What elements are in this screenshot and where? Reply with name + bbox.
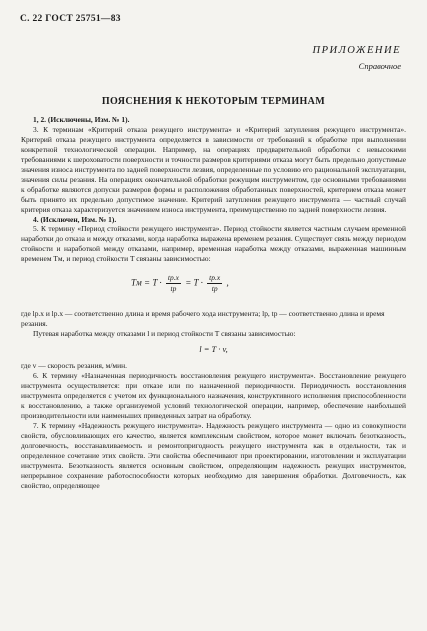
body-text [21, 115, 406, 491]
formula-legend-1: где lр.х и lр.х — соответственно длина и время рабочего хода инструмента; lр, tр — соответственно длина и время резания. [21, 309, 385, 329]
paragraph-3: 3. К терминам «Критерий отказа режущего инструмента» и «Критерий затупления режущего инструмента». Критерий отказа режущего инструмента определяется в зависимости от требований к обработке при выполнении конкретной технологической операции. Например, на операциях предварительной обработки с невысокими требованиями к шероховатости поверхности и точности размеров критериями отказа могут быть предельно допустимые значения износа инструмента по задней поверхности лезвия, определенные по условию его рациональной эксплуатации, значения силы резания. На операциях окончательной обработки режущим инструментом, где основными требованиями к обработке являются допуски размеров формы и расположения обработанных поверхностей, критерием отказа может быть принято их предельно допустимое значение. Критерий затупления режущего инструмента — частный случай критерия отказа характеризуется значением износа инструмента, преимущественно по задней поверхности лезвия. [21, 124, 406, 214]
fraction-time [166, 273, 181, 294]
fraction-time-numerator: tр.х [167, 273, 179, 283]
formula-end: , [226, 277, 229, 288]
appendix-block [313, 45, 402, 71]
fraction-length-denominator: tр [211, 284, 218, 294]
fraction-length [207, 273, 222, 294]
paragraph-6: 6. К термину «Назначенная периодичность восстановления режущего инструмента». Восстановление режущего инструмента осуществляется: при отказе или по назначенной периодичности. Периодичность восстановления инструмента определяется с учетом их функционального назначения, конструктивного исполнения приспособленности к восстановлению, а также организуемой условий технологической операции, например, обеспечение наибольшей производительности или наименьших приведенных затрат на обработку. [21, 371, 406, 420]
formula-lhs: Tм = T · [131, 277, 162, 288]
formula-legend-2: где v — скорость резания, м/мин. [21, 361, 127, 371]
paragraph-path-time: Путевая наработка между отказами l и период стойкости T связаны зависимостью: [33, 329, 296, 339]
paragraph-7: 7. К термину «Надежность режущего инструмента». Надежность режущего инструмента — одно из совокупности свойств, обусловливающих его качество, является комплексным свойством, которое может включать безотказность, долговечность, восстанавливаемость и ремонтопригодность режущего инструмента как в отдельности, так и определенное сочетание этих свойств. Эти свойства обеспечивают при проектировании, изготовлении и эксплуатации инструмента. Безотказность является основным свойством, определяющим надежность режущих инструментов, непрерывное сохранение работоспособности которых необходимо для завершения обработки. Долговечность, как свойство, определяющее [21, 420, 406, 490]
fraction-time-denominator: tр [170, 284, 177, 294]
fraction-length-numerator: tр.х [209, 273, 221, 283]
appendix-sublabel: Справочное [358, 61, 401, 71]
formula-mid: = T · [185, 277, 203, 288]
formula-path: l = T · v, [199, 344, 228, 355]
page-header: С. 22 ГОСТ 25751—83 [20, 14, 121, 24]
paragraph-5: 5. К термину «Период стойкости режущего инструмента». Период стойкости является частным случаем временной наработки до отказа и между отказами, когда наработка выражена временем резания. Существует связь между периодом стойкости и наработкой между отказами, например, временная наработка между отказами, выраженная машинным временем Tм, и период стойкости T связаны зависимостью: [21, 224, 406, 264]
appendix-label: ПРИЛОЖЕНИЕ [312, 45, 401, 56]
section-title: ПОЯСНЕНИЯ К НЕКОТОРЫМ ТЕРМИНАМ [101, 96, 326, 107]
paragraph-4: 4. (Исключен, Изм. № 1). [33, 214, 117, 224]
paragraph-1-2: 1, 2. (Исключены, Изм. № 1). [33, 115, 130, 124]
formula-operating-time [21, 267, 406, 307]
